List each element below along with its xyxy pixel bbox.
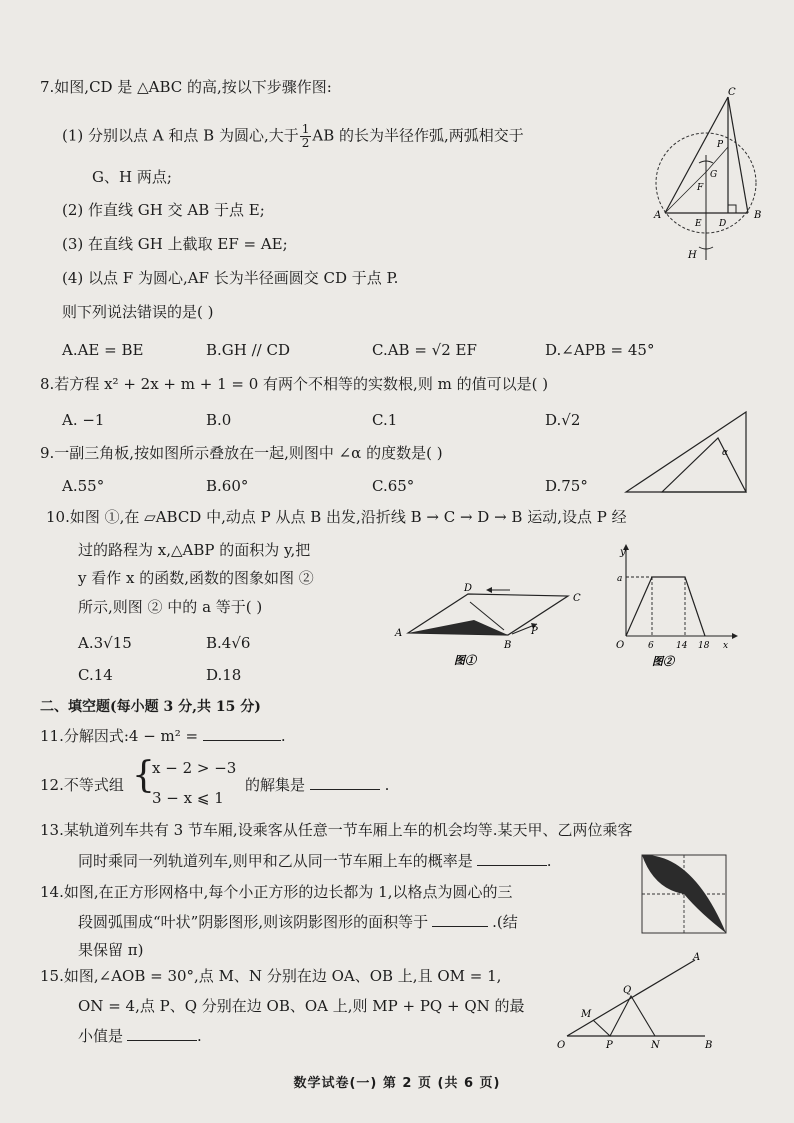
q14-line3: 果保留 π) — [78, 941, 144, 959]
q15-line2: ON = 4,点 P、Q 分别在边 OB、OA 上,则 MP + PQ + QN 的最 — [78, 997, 525, 1015]
q7-segment-bc — [728, 97, 748, 213]
q13-line1: 13.某轨道列车共有 3 节车厢,设乘客从任意一节车厢上车的机会均等.某天甲、乙两位乘客 — [40, 821, 633, 839]
q12-brace: { — [132, 755, 155, 796]
q10-x-axis-arrow — [732, 633, 738, 639]
q15-answer-blank[interactable] — [127, 1026, 197, 1041]
q10-label-p: P — [531, 626, 538, 637]
q15-label-m: M — [581, 1009, 592, 1020]
q13-line2-group — [78, 851, 552, 871]
q10-figure-1 — [392, 580, 592, 670]
q10-tick-14: 14 — [676, 641, 688, 651]
q14-figure — [640, 853, 728, 935]
q7-ask: 则下列说法错误的是( ) — [62, 303, 214, 321]
q12-line2: 3 − x ⩽ 1 — [152, 789, 224, 807]
q12-end: . — [384, 776, 390, 794]
q7-step2: (2) 作直线 GH 交 AB 于点 E; — [62, 201, 265, 219]
q15-end: . — [197, 1027, 202, 1045]
q15-label-o: O — [557, 1040, 566, 1051]
q10-line4: 所示,则图 ② 中的 a 等于( ) — [78, 598, 263, 616]
q9-option-a: A.55° — [62, 477, 105, 495]
q15-ray-oa — [567, 960, 695, 1036]
q9-figure — [622, 408, 752, 494]
q10-line2: 过的路程为 x,△ABP 的面积为 y,把 — [78, 541, 311, 559]
q8-option-c: C.1 — [372, 411, 398, 429]
q7-option-a: A.AE = BE — [62, 341, 144, 359]
q10-fig2-caption: 图② — [652, 655, 674, 668]
q13-end: . — [546, 852, 552, 870]
q9-stem: 9.一副三角板,按如图所示叠放在一起,则图中 ∠α 的度数是( ) — [40, 444, 443, 462]
q10-option-c: C.14 — [78, 666, 113, 684]
q10-label-c: C — [573, 593, 581, 604]
q8-option-b: B.0 — [206, 411, 232, 429]
q10-label-a-value: a — [617, 574, 623, 584]
q12-answer-blank[interactable] — [310, 775, 380, 790]
q11-end: . — [280, 727, 286, 745]
q10-stem: 10.如图 ①,在 ▱ABCD 中,动点 P 从点 B 出发,沿折线 B → C → D → B 运动,设点 P 经 — [46, 508, 627, 526]
q7-stem: 7.如图,CD 是 △ABC 的高,按以下步骤作图: — [40, 78, 332, 96]
q10-tick-6: 6 — [648, 641, 654, 651]
q13-line2: 同时乘同一列轨道列车,则甲和乙从同一节车厢上车的概率是 — [78, 852, 473, 870]
q9-alpha-label: α — [722, 448, 729, 458]
q7-step1-b: AB 的长为半径作弧,两弧相交于 — [312, 126, 524, 145]
section-2-title: 二、填空题(每小题 3 分,共 15 分) — [40, 699, 261, 715]
q11-stem: 11.分解因式:4 − m² = — [40, 727, 199, 745]
q7-label-b: B — [754, 210, 762, 221]
q14-answer-blank[interactable] — [432, 912, 488, 927]
q15-line3-group — [78, 1026, 202, 1046]
q7-step1-c: G、H 两点; — [92, 168, 172, 186]
q10-label-origin: O — [616, 640, 625, 651]
q7-step3: (3) 在直线 GH 上截取 EF = AE; — [62, 235, 288, 253]
q15-label-p: P — [606, 1040, 613, 1051]
q15-label-b: B — [705, 1040, 713, 1051]
q7-option-d: D.∠APB = 45° — [545, 341, 655, 359]
q15-line1: 15.如图,∠AOB = 30°,点 M、N 分别在边 OA、OB 上,且 OM = 1, — [40, 967, 502, 985]
q14-line1: 14.如图,在正方形网格中,每个小正方形的边长都为 1,以格点为圆心的三 — [40, 883, 513, 901]
q11 — [40, 726, 286, 746]
q10-tick-18: 18 — [698, 641, 710, 651]
q7-step1-fraction — [300, 123, 312, 150]
q7-label-d: D — [719, 219, 727, 229]
q10-fig1-caption: 图① — [454, 654, 476, 667]
page-footer: 数学试卷(一) 第 2 页 (共 6 页) — [293, 1076, 501, 1091]
q8-option-a: A. −1 — [62, 411, 105, 429]
q10-label-d: D — [464, 583, 473, 594]
q14-line2: 段圆弧围成“叶状”阴影图形,则该阴影图形的面积等于 — [78, 913, 429, 931]
q9-option-c: C.65° — [372, 477, 415, 495]
q7-label-f: F — [697, 183, 704, 193]
q7-label-p: P — [717, 140, 724, 150]
q8-option-d: D.√2 — [545, 411, 581, 429]
q7-figure — [650, 85, 775, 265]
q12-pre: 12.不等式组 — [40, 776, 124, 794]
q14-line2-group — [78, 912, 518, 932]
q15-figure — [555, 950, 725, 1050]
q14-line2-end: .(结 — [492, 913, 518, 931]
q7-label-h: H — [688, 250, 697, 261]
q10-option-b: B.4√6 — [206, 634, 251, 652]
q12-line1: x − 2 > −3 — [152, 759, 237, 777]
q9-option-d: D.75° — [545, 477, 588, 495]
fraction-denominator: 2 — [301, 136, 310, 150]
q15-label-n: N — [651, 1040, 660, 1051]
q12-post: 的解集是 — [245, 776, 306, 794]
q15-label-a: A — [693, 952, 701, 963]
q10-label-b: B — [504, 640, 512, 651]
q7-label-e: E — [695, 219, 702, 229]
q7-label-g: G — [710, 170, 718, 180]
q7-right-angle-mark — [728, 205, 736, 213]
q7-step4: (4) 以点 F 为圆心,AF 长为半径画圆交 CD 于点 P. — [62, 269, 399, 287]
q11-answer-blank[interactable] — [203, 726, 281, 741]
q7-segment-fp — [706, 147, 728, 172]
q10-arrow-top-head — [486, 587, 492, 593]
q15-line3: 小值是 — [78, 1027, 124, 1045]
q12-post-group — [245, 775, 389, 795]
fraction-numerator: 1 — [301, 122, 310, 136]
q9-option-b: B.60° — [206, 477, 249, 495]
q7-segment-ac — [665, 97, 728, 213]
q7-step1-a: (1) 分别以点 A 和点 B 为圆心,大于 — [62, 126, 299, 145]
q10-label-x: x — [723, 641, 729, 651]
q10-option-d: D.18 — [206, 666, 242, 684]
q7-label-a: A — [654, 210, 662, 221]
q10-figure-2 — [612, 540, 742, 670]
q10-label-y: y — [620, 547, 626, 558]
q10-label-a: A — [395, 628, 403, 639]
q15-label-q: Q — [623, 985, 632, 996]
q10-option-a: A.3√15 — [78, 634, 132, 652]
q13-answer-blank[interactable] — [477, 851, 547, 866]
q7-label-c: C — [728, 87, 736, 98]
q9-triangle-30 — [662, 438, 746, 492]
q8-stem: 8.若方程 x² + 2x + m + 1 = 0 有两个不相等的实数根,则 m 的值可以是( ) — [40, 375, 549, 393]
q10-shaded-triangle — [408, 620, 508, 635]
q10-graph — [626, 577, 705, 636]
q10-line3: y 看作 x 的函数,函数的图象如图 ② — [78, 569, 314, 587]
q7-option-c: C.AB = √2 EF — [372, 341, 477, 359]
q7-option-b: B.GH // CD — [206, 341, 291, 359]
q7-step1 — [62, 123, 524, 150]
